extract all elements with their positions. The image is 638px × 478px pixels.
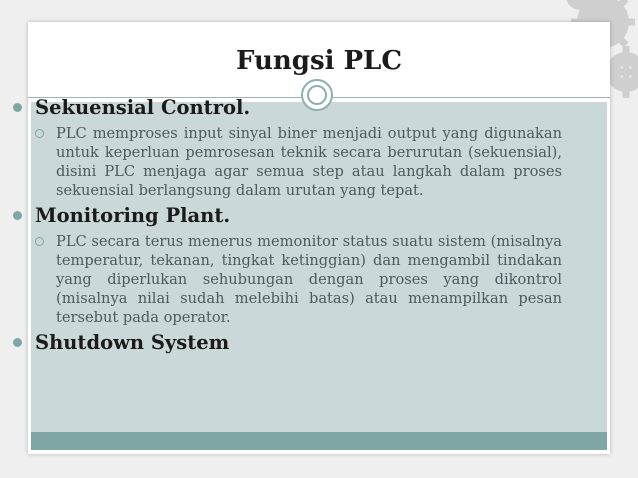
bullet-item-sekuensial xyxy=(10,96,566,120)
filled-bullet-icon xyxy=(13,338,22,347)
footer-band xyxy=(31,432,607,450)
bullet-heading: Shutdown System xyxy=(35,331,230,354)
filled-bullet-icon xyxy=(13,211,22,220)
filled-bullet-icon xyxy=(13,103,22,112)
sub-bullet-sekuensial xyxy=(10,124,566,200)
hollow-bullet-icon xyxy=(35,129,44,138)
bullet-item-monitoring xyxy=(10,204,566,228)
bullet-detail: PLC memproses input sinyal biner menjadi output yang digunakan untuk keperluan pemrosesan teknik secara berurutan (sekuensial), disini PLC menjaga agar semua step atau langkah dalam proses sekuensial berlangsung dalam urutan yang tepat. xyxy=(56,125,562,199)
bullet-heading: Monitoring Plant. xyxy=(35,204,231,227)
bullet-heading: Sekuensial Control. xyxy=(35,96,251,119)
hollow-bullet-icon xyxy=(35,237,44,246)
bullet-list xyxy=(10,96,566,359)
slide-title: Fungsi PLC xyxy=(235,46,403,76)
bullet-detail: PLC secara terus menerus memonitor status suatu sistem (misalnya temperatur, tekanan, tingkat ketinggian) dan mengambil tindakan yang diperlukan sehubungan dengan proses yang dikontrol (misalnya nilai sudah melebihi batas) atau menampilkan pesan tersebut pada operator. xyxy=(56,233,562,326)
bullet-item-shutdown xyxy=(10,331,566,355)
sub-bullet-monitoring xyxy=(10,232,566,327)
